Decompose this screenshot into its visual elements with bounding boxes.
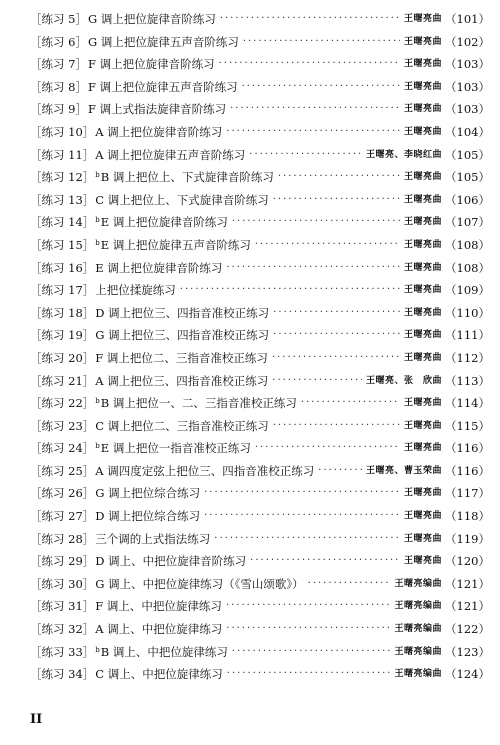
toc-entry[interactable] bbox=[30, 347, 490, 370]
toc-entry[interactable] bbox=[30, 98, 490, 121]
composer: 王曙亮曲 bbox=[404, 14, 443, 24]
exercise-title bbox=[88, 8, 216, 31]
exercise-number: ［练习 24］ bbox=[30, 441, 95, 456]
dot-leader bbox=[249, 144, 362, 167]
composer: 王曙亮曲 bbox=[404, 556, 443, 567]
dot-leader bbox=[226, 121, 400, 144]
flat-sign: b bbox=[95, 171, 100, 180]
dot-leader bbox=[255, 437, 400, 460]
dot-leader bbox=[243, 31, 400, 54]
dot-leader bbox=[272, 370, 362, 393]
composer: 王曙亮曲 bbox=[404, 172, 443, 183]
exercise-title-text: E 调上把位一指音准校正练习 bbox=[100, 441, 251, 456]
dot-leader bbox=[220, 8, 400, 31]
exercise-title-text: F 调上把位旋律五声音阶练习 bbox=[87, 79, 238, 94]
dot-leader bbox=[278, 166, 400, 189]
toc-entry[interactable] bbox=[30, 415, 490, 438]
dot-leader bbox=[204, 505, 400, 528]
exercise-number: ［练习 22］ bbox=[30, 396, 95, 411]
exercise-title-text: C 调上把位二、三指音准校正练习 bbox=[95, 418, 269, 433]
page-ref: （105） bbox=[445, 170, 490, 185]
exercise-number: ［练习 25］ bbox=[30, 463, 95, 478]
exercise-number: ［练习 12］ bbox=[30, 170, 95, 185]
page-ref: （103） bbox=[445, 57, 490, 72]
exercise-number: ［练习 10］ bbox=[30, 124, 95, 139]
exercise-title-text: A 调上把位三、四指音准校正练习 bbox=[95, 373, 269, 388]
exercise-title bbox=[95, 302, 269, 325]
toc-entry[interactable] bbox=[30, 53, 490, 76]
exercise-title-text: E 调上把位旋律音阶练习 bbox=[95, 260, 223, 275]
exercise-number: ［练习 27］ bbox=[30, 509, 95, 524]
page-ref: （121） bbox=[445, 599, 490, 614]
exercise-title-text: B 调上把位上、下式旋律音阶练习 bbox=[100, 170, 274, 185]
toc-entry[interactable] bbox=[30, 437, 490, 460]
composer: 王曙亮、张 欣曲 bbox=[366, 375, 443, 386]
exercise-title bbox=[95, 639, 228, 664]
composer: 王曙亮编曲 bbox=[394, 646, 443, 657]
exercise-title bbox=[95, 257, 222, 280]
exercise-number: ［练习 21］ bbox=[30, 373, 95, 388]
dot-leader bbox=[226, 595, 391, 618]
exercise-title bbox=[95, 189, 268, 212]
exercise-title-text: A 调上把位旋律五声音阶练习 bbox=[95, 147, 246, 162]
toc-entry[interactable] bbox=[30, 166, 490, 189]
toc-entry[interactable] bbox=[30, 189, 490, 212]
exercise-number: ［练习 30］ bbox=[30, 576, 95, 591]
page-ref: （103） bbox=[445, 79, 490, 94]
page-ref: （102） bbox=[445, 34, 490, 49]
exercise-title-text: E 调上把位旋律音阶练习 bbox=[100, 215, 228, 230]
exercise-number: ［练习 32］ bbox=[30, 622, 95, 637]
exercise-number: ［练习 9］ bbox=[30, 102, 87, 117]
composer: 王曙亮编曲 bbox=[394, 624, 443, 635]
exercise-number: ［练习 33］ bbox=[30, 644, 95, 659]
dot-leader bbox=[227, 663, 391, 686]
exercise-title bbox=[95, 279, 176, 302]
dot-leader bbox=[226, 618, 390, 641]
exercise-title bbox=[88, 31, 239, 54]
page-ref: （124） bbox=[445, 667, 490, 682]
exercise-title-text: F 调上把位二、三指音准校正练习 bbox=[95, 350, 268, 365]
flat-sign: b bbox=[95, 645, 100, 654]
composer: 王曙亮编曲 bbox=[394, 578, 443, 589]
toc-entry[interactable] bbox=[30, 31, 490, 54]
exercise-title-text: G 调上把位旋律音阶练习 bbox=[87, 12, 216, 26]
exercise-number: ［练习 15］ bbox=[30, 237, 95, 252]
page-ref: （105） bbox=[445, 147, 490, 162]
exercise-title bbox=[95, 573, 303, 596]
flat-sign: b bbox=[95, 216, 100, 225]
exercise-number: ［练习 29］ bbox=[30, 554, 95, 569]
toc-entry[interactable] bbox=[30, 121, 490, 144]
page-ref: （108） bbox=[445, 237, 490, 252]
exercise-title bbox=[95, 595, 222, 618]
exercise-title-text: 三个调的上式指法练习 bbox=[95, 531, 211, 546]
exercise-title-text: F 调上把位旋律音阶练习 bbox=[87, 57, 215, 72]
dot-leader bbox=[232, 211, 400, 234]
exercise-title bbox=[95, 550, 246, 573]
exercise-number: ［练习 16］ bbox=[30, 260, 95, 275]
composer: 王曙亮曲 bbox=[404, 285, 443, 296]
page-ref: （122） bbox=[445, 622, 490, 637]
exercise-title bbox=[95, 435, 251, 460]
exercise-number: ［练习 8］ bbox=[30, 79, 87, 94]
dot-leader bbox=[230, 98, 400, 121]
exercise-title-text: B 调上、中把位旋律练习 bbox=[100, 644, 228, 659]
toc-entry[interactable] bbox=[30, 144, 490, 167]
page-ref: （101） bbox=[445, 12, 490, 26]
exercise-title-text: 上把位揉旋练习 bbox=[95, 283, 176, 298]
exercise-title-text: C 调上把位上、下式旋律音阶练习 bbox=[95, 192, 269, 207]
table-of-contents bbox=[30, 8, 490, 686]
exercise-number: ［练习 34］ bbox=[30, 667, 95, 682]
exercise-title bbox=[95, 460, 314, 483]
exercise-number: ［练习 19］ bbox=[30, 328, 95, 343]
toc-entry[interactable] bbox=[30, 76, 490, 99]
toc-entry[interactable] bbox=[30, 528, 490, 551]
page-ref: （116） bbox=[445, 441, 490, 456]
composer: 王曙亮曲 bbox=[404, 398, 443, 409]
dot-leader bbox=[232, 641, 391, 664]
exercise-title bbox=[95, 370, 268, 393]
dot-leader bbox=[273, 415, 400, 438]
toc-entry[interactable] bbox=[30, 550, 490, 573]
composer: 王曙亮曲 bbox=[404, 307, 443, 318]
toc-entry[interactable] bbox=[30, 257, 490, 280]
exercise-title bbox=[95, 663, 222, 686]
page-ref: （119） bbox=[445, 531, 490, 546]
toc-entry[interactable] bbox=[30, 8, 490, 31]
exercise-title-text: D 调上把位三、四指音准校正练习 bbox=[95, 305, 270, 320]
exercise-title bbox=[95, 209, 228, 234]
composer: 王曙亮曲 bbox=[404, 81, 443, 92]
composer: 王曙亮曲 bbox=[404, 533, 443, 544]
composer: 王曙亮曲 bbox=[404, 488, 443, 499]
exercise-number: ［练习 31］ bbox=[30, 599, 95, 614]
toc-entry[interactable] bbox=[30, 573, 490, 596]
page-ref: （114） bbox=[445, 396, 490, 411]
exercise-title bbox=[88, 76, 238, 99]
composer: 王曙亮编曲 bbox=[394, 601, 443, 612]
toc-entry[interactable] bbox=[30, 460, 490, 483]
dot-leader bbox=[219, 53, 400, 76]
dot-leader bbox=[273, 189, 400, 212]
composer: 王曙亮曲 bbox=[404, 352, 443, 363]
exercise-title-text: F 调上、中把位旋律练习 bbox=[95, 599, 222, 614]
page-ref: （115） bbox=[445, 418, 490, 433]
exercise-title-text: C 调上、中把位旋律练习 bbox=[95, 667, 223, 682]
toc-entry[interactable] bbox=[30, 392, 490, 415]
exercise-title-text: G 调上、中把位旋律练习（《雪山颂歌》） bbox=[95, 576, 304, 591]
page-ref: （110） bbox=[445, 305, 490, 320]
composer: 王曙亮曲 bbox=[404, 443, 443, 454]
dot-leader bbox=[214, 528, 400, 551]
dot-leader bbox=[255, 234, 400, 257]
exercise-title-text: D 调上、中把位旋律音阶练习 bbox=[95, 554, 247, 569]
composer: 王曙亮、李晓红曲 bbox=[366, 149, 443, 160]
page-ref: （118） bbox=[445, 509, 490, 524]
page-number: II bbox=[30, 712, 43, 727]
page-ref: （123） bbox=[445, 644, 490, 659]
exercise-title bbox=[95, 324, 269, 347]
toc-entry[interactable] bbox=[30, 618, 490, 641]
page-ref: （109） bbox=[445, 283, 490, 298]
exercise-number: ［练习 18］ bbox=[30, 305, 95, 320]
toc-entry[interactable] bbox=[30, 663, 490, 686]
exercise-title-text: A 调上、中把位旋律练习 bbox=[95, 622, 223, 637]
composer: 王曙亮曲 bbox=[404, 59, 443, 70]
exercise-number: ［练习 7］ bbox=[30, 57, 87, 72]
exercise-number: ［练习 26］ bbox=[30, 486, 95, 501]
composer: 王曙亮曲 bbox=[404, 239, 443, 250]
exercise-title bbox=[95, 618, 222, 641]
dot-leader bbox=[204, 482, 400, 505]
page-ref: （107） bbox=[445, 215, 490, 230]
toc-entry[interactable] bbox=[30, 641, 490, 664]
composer: 王曙亮曲 bbox=[404, 262, 443, 273]
toc-entry[interactable] bbox=[30, 279, 490, 302]
flat-sign: b bbox=[95, 238, 100, 247]
exercise-number: ［练习 28］ bbox=[30, 531, 95, 546]
dot-leader bbox=[272, 347, 400, 370]
exercise-title bbox=[95, 144, 245, 167]
exercise-title bbox=[88, 53, 215, 76]
toc-entry[interactable] bbox=[30, 370, 490, 393]
exercise-title bbox=[95, 528, 210, 551]
exercise-title-text: F 调上式指法旋律音阶练习 bbox=[87, 102, 227, 117]
page-ref: （103） bbox=[445, 102, 490, 117]
dot-leader bbox=[318, 460, 362, 483]
exercise-number: ［练习 20］ bbox=[30, 350, 95, 365]
exercise-title-text: G 调上把位旋律五声音阶练习 bbox=[87, 34, 239, 49]
toc-entry[interactable] bbox=[30, 234, 490, 257]
composer: 王曙亮编曲 bbox=[394, 669, 443, 680]
exercise-title-text: D 调上把位综合练习 bbox=[95, 509, 201, 524]
flat-sign: b bbox=[95, 397, 100, 406]
exercise-number: ［练习 23］ bbox=[30, 418, 95, 433]
dot-leader bbox=[308, 573, 391, 596]
dot-leader bbox=[301, 392, 400, 415]
exercise-number: ［练习 11］ bbox=[30, 147, 95, 162]
exercise-title bbox=[95, 232, 251, 257]
composer: 王曙亮曲 bbox=[404, 330, 443, 341]
page-ref: （116） bbox=[445, 463, 490, 478]
page-ref: （108） bbox=[445, 260, 490, 275]
page-ref: （120） bbox=[445, 554, 490, 569]
page-ref: （104） bbox=[445, 124, 490, 139]
page-ref: （113） bbox=[445, 373, 490, 388]
toc-entry[interactable] bbox=[30, 595, 490, 618]
exercise-title bbox=[95, 390, 297, 415]
exercise-title bbox=[95, 121, 222, 144]
dot-leader bbox=[273, 302, 400, 325]
exercise-title bbox=[95, 347, 268, 370]
exercise-title-text: G 调上把位三、四指音准校正练习 bbox=[95, 328, 270, 343]
exercise-title-text: A 调上把位旋律音阶练习 bbox=[95, 124, 223, 139]
page-ref: （112） bbox=[445, 350, 490, 365]
exercise-number: ［练习 14］ bbox=[30, 215, 95, 230]
composer: 王曙亮曲 bbox=[404, 217, 443, 228]
toc-entry[interactable] bbox=[30, 302, 490, 325]
composer: 王曙亮曲 bbox=[404, 36, 443, 47]
page-ref: （117） bbox=[445, 486, 490, 501]
dot-leader bbox=[273, 324, 400, 347]
dot-leader bbox=[226, 257, 400, 280]
exercise-title bbox=[95, 415, 268, 438]
toc-entry[interactable] bbox=[30, 324, 490, 347]
exercise-title bbox=[95, 482, 200, 505]
exercise-title-text: A 调四度定弦上把位三、四指音准校正练习 bbox=[95, 463, 315, 478]
page-ref: （106） bbox=[445, 192, 490, 207]
exercise-title bbox=[88, 98, 226, 121]
page-ref: （111） bbox=[445, 328, 490, 343]
composer: 王曙亮曲 bbox=[404, 420, 443, 431]
page-ref: （121） bbox=[445, 576, 490, 591]
toc-entry[interactable] bbox=[30, 482, 490, 505]
flat-sign: b bbox=[95, 442, 100, 451]
exercise-number: ［练习 5］ bbox=[30, 12, 87, 26]
dot-leader bbox=[250, 550, 400, 573]
exercise-number: ［练习 13］ bbox=[30, 192, 95, 207]
exercise-number: ［练习 6］ bbox=[30, 34, 87, 49]
exercise-title-text: E 调上把位旋律五声音阶练习 bbox=[100, 237, 251, 252]
exercise-number: ［练习 17］ bbox=[30, 283, 95, 298]
composer: 王曙亮曲 bbox=[404, 126, 443, 137]
exercise-title-text: G 调上把位综合练习 bbox=[95, 486, 201, 501]
exercise-title-text: B 调上把位一、二、三指音准校正练习 bbox=[100, 396, 297, 411]
toc-entry[interactable] bbox=[30, 211, 490, 234]
toc-entry[interactable] bbox=[30, 505, 490, 528]
dot-leader bbox=[180, 279, 400, 302]
exercise-title bbox=[95, 164, 274, 189]
dot-leader bbox=[242, 76, 400, 99]
composer: 王曙亮曲 bbox=[404, 194, 443, 205]
composer: 王曙亮曲 bbox=[404, 104, 443, 115]
exercise-title bbox=[95, 505, 200, 528]
composer: 王曙亮、曹玉荣曲 bbox=[366, 465, 443, 476]
composer: 王曙亮曲 bbox=[404, 511, 443, 522]
